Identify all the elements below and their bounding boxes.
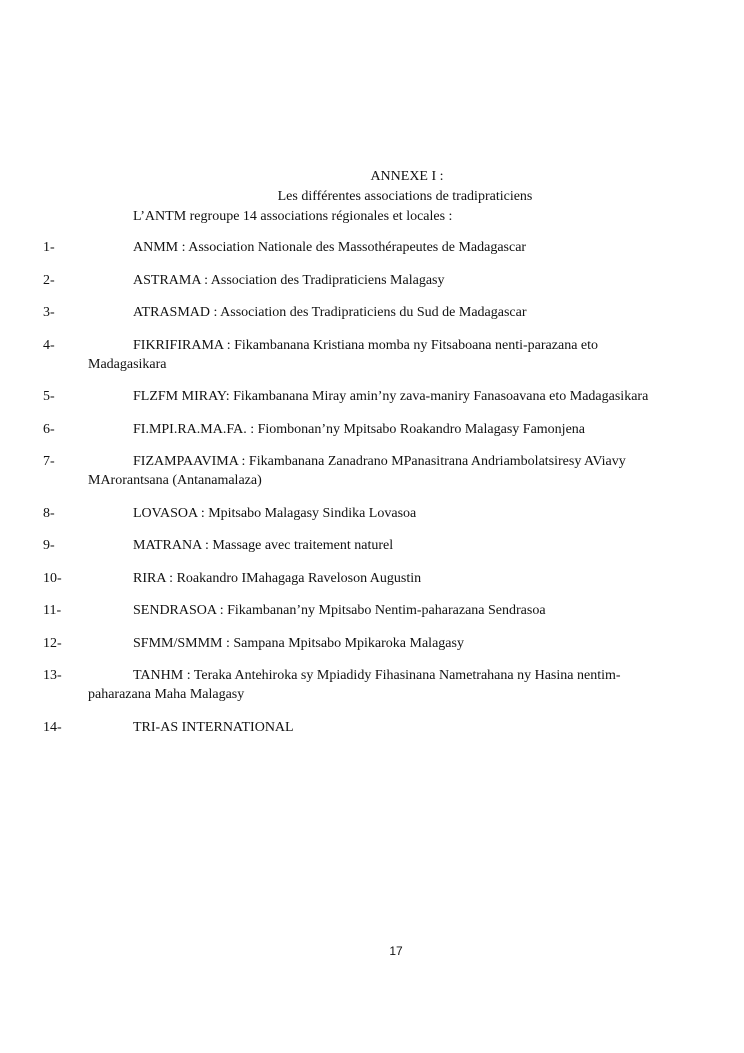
annex-subtitle: Les différentes associations de tradipraticiens xyxy=(277,189,533,204)
item-text: FIZAMPAAVIMA : Fikambanana Zanadrano MPanasitrana Andriambolatsiresy AViavy MArorantsana (Antanamalaza) xyxy=(88,454,626,488)
page-number: 17 xyxy=(389,944,403,958)
intro-text: L’ANTM regroupe 14 associations régionales et locales : xyxy=(133,209,453,224)
item-number: 9- xyxy=(43,538,55,553)
list-item xyxy=(43,271,668,290)
item-text: FI.MPI.RA.MA.FA. : Fiombonan’ny Mpitsabo Roakandro Malagasy Famonjena xyxy=(133,421,585,437)
item-text: MATRANA : Massage avec traitement naturel xyxy=(133,538,394,553)
list-item xyxy=(43,336,668,374)
item-number: 2- xyxy=(43,272,55,288)
list-item xyxy=(43,452,668,490)
item-number: 6- xyxy=(43,421,55,437)
item-text: FLZFM MIRAY: Fikambanana Miray amin’ny zava-maniry Fanasoavana eto Madagasikara xyxy=(133,389,649,404)
list-item xyxy=(43,601,668,620)
item-text: ANMM : Association Nationale des Massothérapeutes de Madagascar xyxy=(133,240,527,255)
item-text: SENDRASOA : Fikambanan’ny Mpitsabo Nentim-paharazana Sendrasoa xyxy=(133,603,546,618)
item-number: 1- xyxy=(43,240,55,255)
list-item xyxy=(43,420,668,439)
item-number: 8- xyxy=(43,505,55,521)
item-text: SFMM/SMMM : Sampana Mpitsabo Mpikaroka Malagasy xyxy=(133,635,464,651)
item-number: 13- xyxy=(43,668,62,683)
item-number: 3- xyxy=(43,305,55,320)
item-text: TRI-AS INTERNATIONAL xyxy=(133,719,294,735)
list-item xyxy=(43,666,668,704)
item-text: ASTRAMA : Association des Tradipraticiens Malagasy xyxy=(133,272,445,288)
item-text: TANHM : Teraka Antehiroka sy Mpiadidy Fihasinana Nametrahana ny Hasina nentim-paharazana Maha Malagasy xyxy=(88,668,621,702)
list-item xyxy=(43,536,668,555)
annex-title: ANNEXE I : xyxy=(370,169,444,184)
list-item xyxy=(43,303,668,322)
list-item xyxy=(43,718,668,737)
item-text: RIRA : Roakandro IMahagaga Raveloson Augustin xyxy=(133,570,422,586)
item-number: 5- xyxy=(43,389,55,404)
item-number: 12- xyxy=(43,635,62,651)
item-text: LOVASOA : Mpitsabo Malagasy Sindika Lovasoa xyxy=(133,505,417,521)
item-text: FIKRIFIRAMA : Fikambanana Kristiana momba ny Fitsaboana nenti-parazana eto Madagasikara xyxy=(88,337,599,372)
list-item xyxy=(43,504,668,523)
item-number: 14- xyxy=(43,719,62,735)
item-text: ATRASMAD : Association des Tradipraticiens du Sud de Madagascar xyxy=(133,305,527,320)
list-item xyxy=(43,238,668,257)
item-number: 10- xyxy=(43,570,62,586)
item-number: 4- xyxy=(43,337,55,353)
item-number: 11- xyxy=(43,603,62,618)
item-number: 7- xyxy=(43,454,55,469)
list-item xyxy=(43,569,668,588)
associations-list xyxy=(43,238,668,750)
list-item xyxy=(43,634,668,653)
list-item xyxy=(43,387,668,406)
